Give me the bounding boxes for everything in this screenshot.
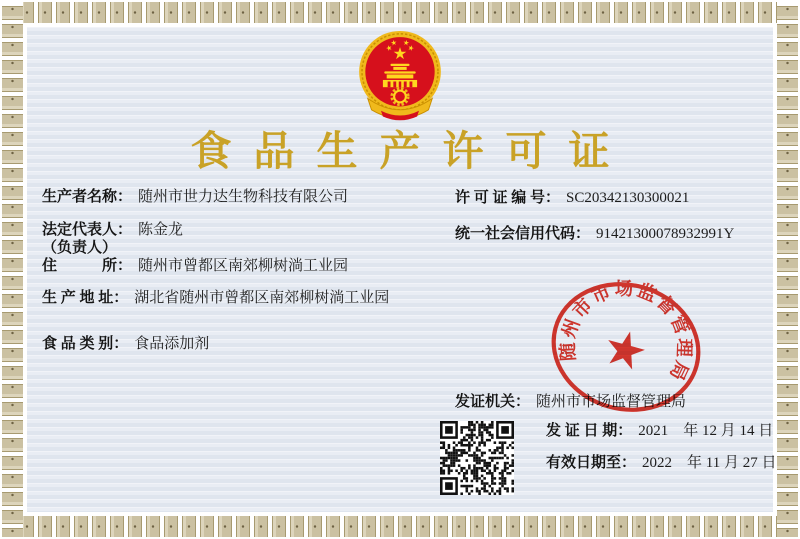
residence-value: 随州市曾都区南郊柳树淌工业园: [138, 258, 349, 274]
field-credit-code: [455, 226, 734, 243]
qr-code: [440, 421, 514, 495]
credit-code-label: 统一社会信用代码：: [455, 226, 591, 242]
field-legal-representative: [42, 222, 183, 239]
issue-date-label: 发 证 日 期：: [546, 423, 633, 439]
production-address-value: 湖北省随州市曾都区南郊柳树淌工业园: [134, 290, 390, 306]
credit-code-value: 91421300078932991Y: [596, 226, 735, 242]
decorative-border-bottom: [2, 516, 798, 537]
field-issuing-authority: [455, 394, 686, 411]
issuing-authority-label: 发证机关：: [455, 394, 531, 410]
food-category-label: 食 品 类 别：: [42, 336, 129, 352]
decorative-border-top: [2, 2, 798, 23]
decorative-border-right: [777, 2, 798, 537]
issue-date-value: 2021 年 12 月 14 日: [638, 423, 774, 439]
expiry-date-value: 2022 年 11 月 27 日: [642, 455, 777, 471]
license-number-label: 许 可 证 编 号：: [455, 190, 561, 206]
license-number-value: SC20342130300021: [566, 190, 690, 206]
field-production-address: [42, 290, 389, 307]
legal-representative-label: 法定代表人：: [42, 222, 133, 238]
producer-name-label: 生产者名称：: [42, 189, 133, 205]
field-license-number: [455, 190, 689, 207]
issuing-authority-value: 随州市市场监督管理局: [536, 394, 687, 410]
food-category-value: 食品添加剂: [134, 336, 210, 352]
legal-representative-value: 陈金龙: [138, 222, 184, 238]
expiry-date-label: 有效日期至：: [546, 455, 637, 471]
field-issue-date: [546, 423, 773, 440]
decorative-border-left: [2, 2, 23, 537]
field-producer-name: [42, 189, 348, 206]
field-residence: [42, 258, 348, 275]
field-person-in-charge: [42, 240, 117, 257]
producer-name-value: 随州市世力达生物科技有限公司: [138, 189, 349, 205]
certificate-title: 食品生产许可证: [190, 128, 632, 174]
residence-label: 住 所：: [42, 258, 133, 274]
seal-text: 随州市市场监督管理局: [558, 279, 694, 385]
china-national-emblem-icon: [351, 30, 449, 125]
person-in-charge-label: （负责人）: [42, 240, 118, 256]
field-food-category: [42, 336, 209, 353]
field-expiry-date: [546, 455, 776, 472]
production-address-label: 生 产 地 址：: [42, 290, 129, 306]
